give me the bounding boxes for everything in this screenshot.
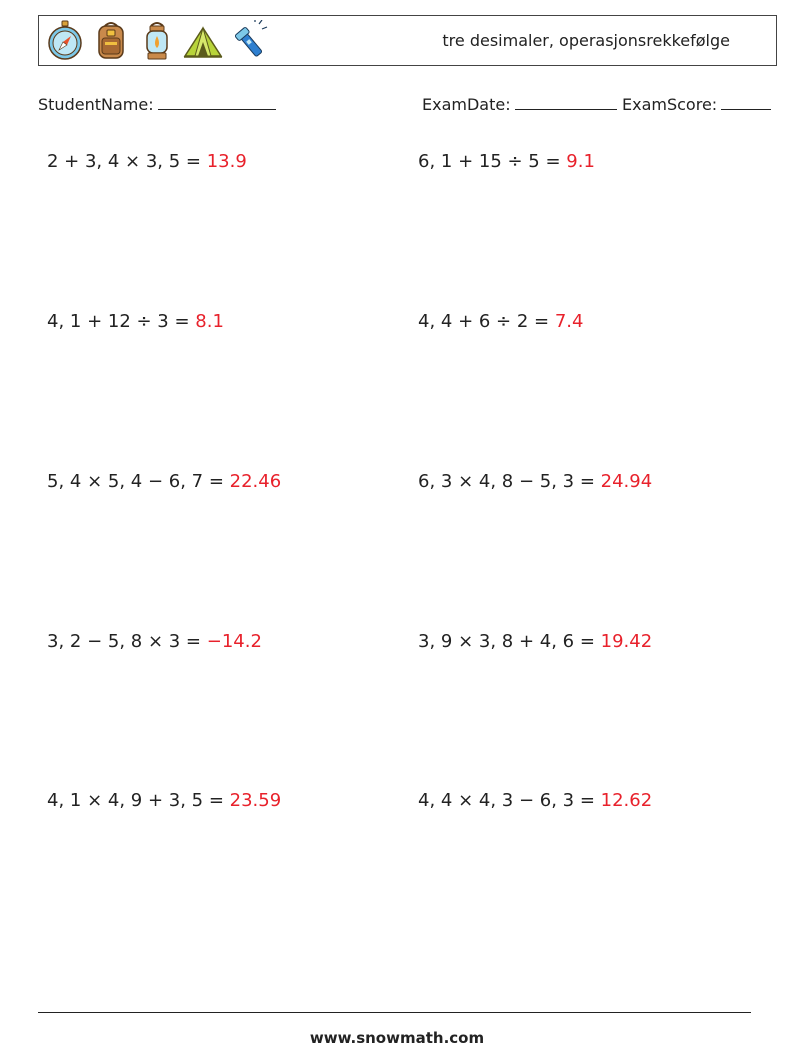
lantern-icon	[137, 20, 177, 62]
problem-expression: 6, 3 × 4, 8 − 5, 3 =	[418, 471, 601, 492]
problem-answer: 12.62	[600, 790, 653, 811]
problem-expression: 4, 1 + 12 ÷ 3 =	[47, 311, 196, 332]
problem-expression: 4, 1 × 4, 9 + 3, 5 =	[47, 790, 230, 811]
problem-answer: 7.4	[554, 311, 584, 332]
student-name-field	[38, 93, 276, 114]
tent-icon	[183, 20, 223, 62]
problem-expression: 3, 9 × 3, 8 + 4, 6 =	[418, 631, 601, 652]
student-name-blank[interactable]	[158, 93, 276, 110]
problem-answer: 13.9	[206, 151, 247, 172]
problem-answer: 19.42	[600, 631, 653, 652]
problem-1	[47, 151, 247, 172]
student-name-label: StudentName:	[38, 95, 154, 114]
problem-answer: 23.59	[229, 790, 282, 811]
footer-divider	[38, 1012, 751, 1013]
flashlight-icon	[229, 20, 269, 62]
problem-answer: 8.1	[195, 311, 224, 332]
problem-6	[418, 471, 652, 492]
exam-date-label: ExamDate:	[422, 95, 511, 114]
problem-answer: −14.2	[206, 631, 262, 652]
problem-9	[47, 790, 281, 811]
exam-score-field	[622, 93, 771, 114]
problem-expression: 6, 1 + 15 ÷ 5 =	[418, 151, 567, 172]
worksheet-header	[38, 15, 777, 66]
problem-expression: 4, 4 + 6 ÷ 2 =	[418, 311, 555, 332]
header-icons	[45, 20, 269, 62]
exam-date-field	[422, 93, 617, 114]
problem-7	[47, 631, 262, 652]
problem-10	[418, 790, 652, 811]
problem-8	[418, 631, 652, 652]
problem-answer: 24.94	[600, 471, 653, 492]
compass-icon	[45, 20, 85, 62]
problem-expression: 2 + 3, 4 × 3, 5 =	[47, 151, 207, 172]
exam-score-blank[interactable]	[721, 93, 771, 110]
problem-expression: 5, 4 × 5, 4 − 6, 7 =	[47, 471, 230, 492]
problem-answer: 22.46	[229, 471, 282, 492]
footer-site[interactable]: www.snowmath.com	[309, 1029, 485, 1047]
problem-4	[418, 311, 583, 332]
problem-5	[47, 471, 281, 492]
exam-score-label: ExamScore:	[622, 95, 718, 114]
problem-2	[418, 151, 595, 172]
problem-expression: 4, 4 × 4, 3 − 6, 3 =	[418, 790, 601, 811]
backpack-icon	[91, 20, 131, 62]
worksheet-title: tre desimaler, operasjonsrekkefølge	[442, 31, 730, 50]
exam-date-blank[interactable]	[515, 93, 617, 110]
problem-answer: 9.1	[566, 151, 595, 172]
problem-3	[47, 311, 224, 332]
problem-expression: 3, 2 − 5, 8 × 3 =	[47, 631, 207, 652]
